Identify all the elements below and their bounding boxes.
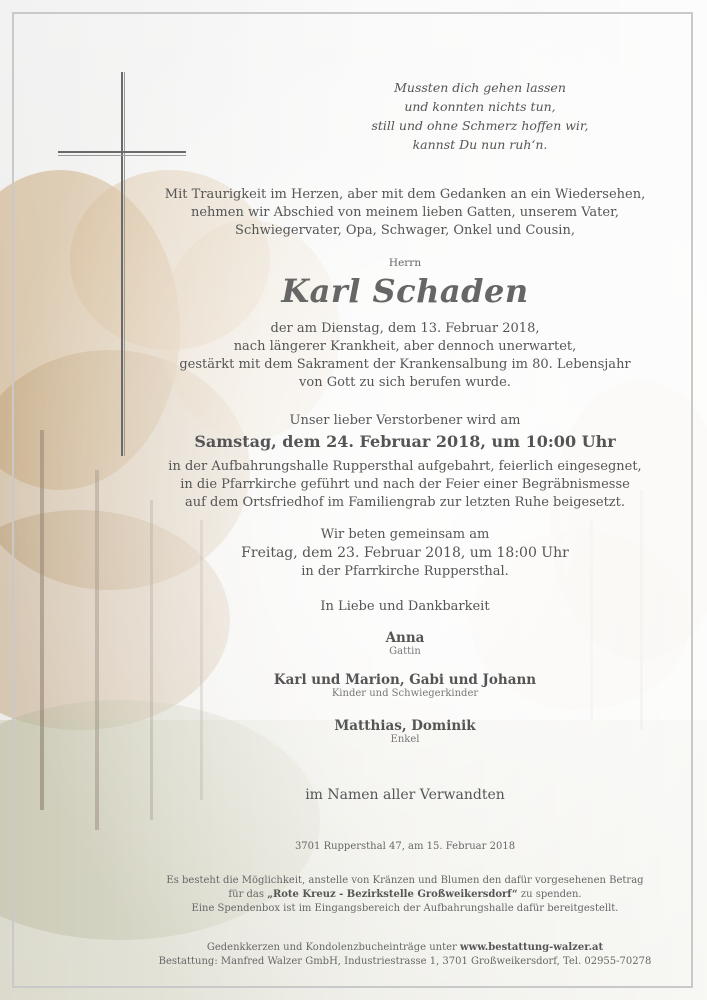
donation-post: zu spenden. — [517, 889, 582, 900]
prayer-date: Freitag, dem 23. Februar 2018, um 18:00 Uhr — [241, 545, 569, 561]
intro-text — [140, 186, 670, 240]
funeral-date: Samstag, dem 24. Februar 2018, um 10:00 Uhr — [194, 432, 616, 451]
intro-line: nehmen wir Abschied von meinem lieben Gatten, unserem Vater, — [190, 205, 620, 220]
funeral-intro: Unser lieber Verstorbener wird am — [289, 413, 521, 428]
poem-line: Mussten dich gehen lassen — [394, 80, 566, 95]
donation-line: Es besteht die Möglichkeit, anstelle von Kränzen und Blumen den dafür vorgesehenen Betrag — [166, 875, 644, 886]
mourner-role: Enkel — [390, 734, 420, 745]
cross-icon-shadow-horizontal — [58, 155, 186, 156]
mourner-name: Matthias, Dominik — [334, 718, 476, 734]
mourner-entry — [150, 718, 660, 745]
footer — [120, 941, 690, 969]
donation-line: Eine Spendenbox ist im Eingangsbereich der Aufbahrungshalle dafür bereitgestellt. — [191, 903, 619, 914]
mourner-entry — [150, 630, 660, 657]
mourner-role: Kinder und Schwiegerkinder — [331, 688, 479, 699]
death-info-line: von Gott zu sich berufen wurde. — [299, 375, 511, 390]
death-info — [150, 320, 660, 392]
deceased-name: Karl Schaden — [281, 272, 529, 310]
poem-line: still und ohne Schmerz hoffen wir, — [371, 118, 589, 133]
death-info-line: der am Dienstag, dem 13. Februar 2018, — [270, 321, 540, 336]
place-date: 3701 Ruppersthal 47, am 15. Februar 2018 — [294, 841, 516, 852]
funeral-info — [140, 458, 670, 512]
intro-line: Mit Traurigkeit im Herzen, aber mit dem Gedanken an ein Wiedersehen, — [164, 187, 646, 202]
website-link[interactable]: www.bestattung-walzer.at — [459, 942, 604, 953]
death-info-line: nach längerer Krankheit, aber dennoch unerwartet, — [233, 339, 577, 354]
funeral-info-line: in die Pfarrkirche geführt und nach der Feier einer Begräbnismesse — [180, 477, 630, 492]
poem-line: kannst Du nun ruh‘n. — [412, 137, 548, 152]
salutation: Herrn — [388, 257, 422, 269]
intro-line: Schwiegervater, Opa, Schwager, Onkel und Cousin, — [235, 223, 575, 238]
footer-condolence-text: Gedenkkerzen und Kondolenzbucheinträge unter — [206, 942, 460, 953]
funeral-info-line: auf dem Ortsfriedhof im Familiengrab zur letzten Ruhe beigesetzt. — [184, 495, 626, 510]
mourner-name: Karl und Marion, Gabi und Johann — [273, 672, 537, 688]
poem — [330, 78, 630, 154]
mourner-entry — [150, 672, 660, 699]
prayer-intro: Wir beten gemeinsam am — [320, 527, 490, 542]
closing: In Liebe und Dankbarkeit — [320, 599, 490, 614]
footer-line: Bestattung: Manfred Walzer GmbH, Industriestrasse 1, 3701 Großweikersdorf, Tel. 02955-70278 — [158, 956, 652, 967]
poem-line: und konnten nichts tun, — [404, 99, 556, 114]
funeral-info-line: in der Aufbahrungshalle Ruppersthal aufgebahrt, feierlich eingesegnet, — [168, 459, 642, 474]
donation-pre: für das — [228, 889, 268, 900]
donation-note — [120, 874, 690, 916]
donation-recipient: „Rote Kreuz - Bezirkstelle Großweikersdorf“ — [267, 889, 518, 900]
donation-line — [120, 888, 690, 902]
relatives: im Namen aller Verwandten — [305, 787, 505, 803]
cross-icon-shadow-vertical — [124, 72, 125, 456]
mourner-role: Gattin — [389, 646, 421, 657]
mourner-name: Anna — [385, 630, 425, 646]
prayer-place: in der Pfarrkirche Ruppersthal. — [301, 564, 509, 579]
death-info-line: gestärkt mit dem Sakrament der Krankensalbung im 80. Lebensjahr — [179, 357, 631, 372]
cross-icon — [121, 72, 123, 456]
cross-icon-bar — [58, 151, 186, 153]
footer-line — [120, 941, 690, 955]
